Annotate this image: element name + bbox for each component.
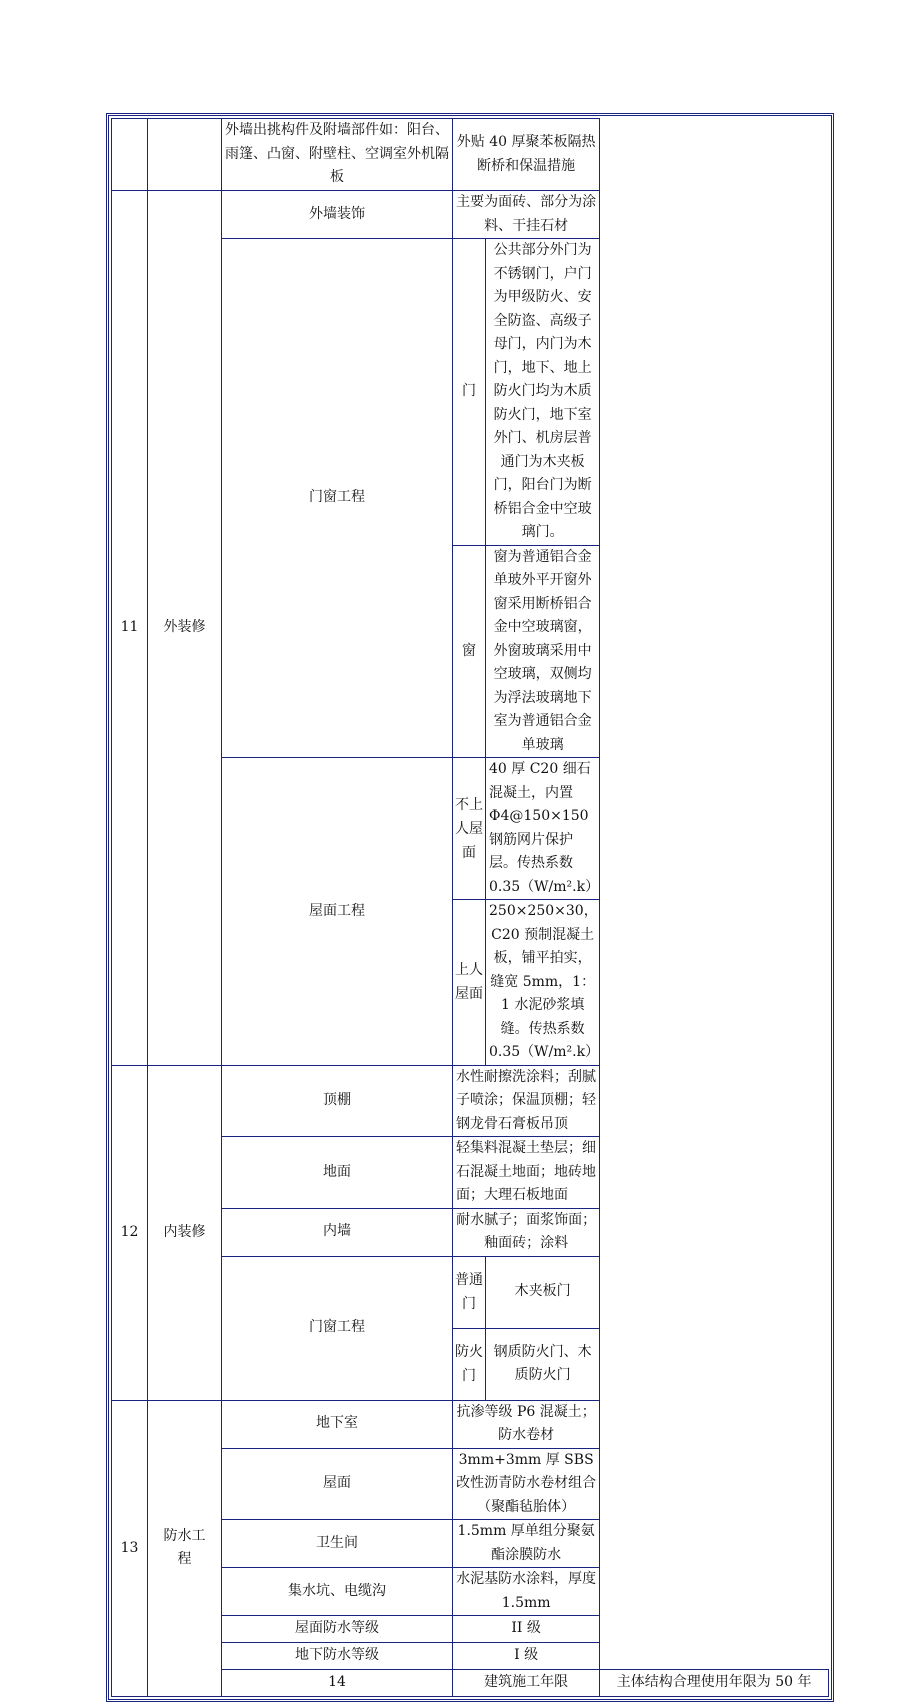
row-number-cell bbox=[112, 119, 148, 191]
item-cell: 门窗工程 bbox=[222, 1256, 453, 1400]
item-cell: 顶棚 bbox=[222, 1065, 453, 1137]
spec-table-frame bbox=[106, 113, 834, 1702]
content-cell: 主体结构合理使用年限为 50 年 bbox=[600, 1670, 829, 1697]
content-cell: 3mm+3mm 厚 SBS 改性沥青防水卷材组合（聚酯毡胎体） bbox=[453, 1448, 600, 1520]
item-cell: 地下室 bbox=[222, 1400, 453, 1448]
content-cell: I 级 bbox=[453, 1643, 600, 1670]
content-cell: 1.5mm 厚单组分聚氨酯涂膜防水 bbox=[453, 1520, 600, 1568]
row-number-cell: 14 bbox=[222, 1670, 453, 1697]
content-cell: 木夹板门 bbox=[486, 1256, 600, 1328]
table-row bbox=[112, 119, 829, 191]
item-cell: 外墙装饰 bbox=[222, 191, 453, 239]
content-cell: 抗渗等级 P6 混凝土；防水卷材 bbox=[453, 1400, 600, 1448]
category-label: 防水工程 bbox=[163, 1527, 206, 1568]
content-cell: 公共部分外门为不锈钢门，户门为甲级防火、安全防盗、高级子母门，内门为木门，地下、地上防火门均为木质防火门，地下室外门、机房层普通门为木夹板门，阳台门为断桥铝合金中空玻璃门。 bbox=[486, 239, 600, 546]
content-cell: 水性耐擦洗涂料；刮腻子喷涂；保温顶棚；轻钢龙骨石膏板吊顶 bbox=[453, 1065, 600, 1137]
item-cell: 卫生间 bbox=[222, 1520, 453, 1568]
item-cell: 门窗工程 bbox=[222, 239, 453, 758]
content-cell: 40 厚 C20 细石混凝土，内置Φ4@150×150 钢筋网片保护层。传热系数 0.35（W/m².k） bbox=[486, 758, 600, 900]
sub-item-cell: 不上人屋面 bbox=[453, 758, 486, 900]
sub-item-cell: 窗 bbox=[453, 545, 486, 758]
category-cell bbox=[148, 1400, 222, 1697]
item-cell: 屋面工程 bbox=[222, 758, 453, 1066]
item-cell: 内墙 bbox=[222, 1208, 453, 1256]
content-cell: 外贴 40 厚聚苯板隔热断桥和保温措施 bbox=[453, 119, 600, 191]
table-row bbox=[112, 1400, 829, 1448]
content-cell: 窗为普通铝合金单玻外平开窗外窗采用断桥铝合金中空玻璃窗，外窗玻璃采用中空玻璃，双侧均为浮法玻璃地下室为普通铝合金单玻璃 bbox=[486, 545, 600, 758]
content-cell: 耐水腻子；面浆饰面；釉面砖；涂料 bbox=[453, 1208, 600, 1256]
item-cell: 集水坑、电缆沟 bbox=[222, 1568, 453, 1616]
row-number-cell: 11 bbox=[112, 191, 148, 1066]
table-row bbox=[112, 1065, 829, 1137]
content-cell: 轻集料混凝土垫层；细石混凝土地面；地砖地面；大理石板地面 bbox=[453, 1137, 600, 1209]
item-cell: 外墙出挑构件及附墙部件如：阳台、雨篷、凸窗、附壁柱、空调室外机隔板 bbox=[222, 119, 453, 191]
category-cell: 内装修 bbox=[148, 1065, 222, 1400]
item-cell: 地下防水等级 bbox=[222, 1643, 453, 1670]
content-cell: 钢质防火门、木质防火门 bbox=[486, 1328, 600, 1400]
item-cell: 建筑施工年限 bbox=[453, 1670, 600, 1697]
category-cell bbox=[148, 119, 222, 191]
content-cell: II 级 bbox=[453, 1616, 600, 1643]
table-row bbox=[112, 191, 829, 239]
item-cell: 地面 bbox=[222, 1137, 453, 1209]
content-cell: 主要为面砖、部分为涂料、干挂石材 bbox=[453, 191, 600, 239]
sub-item-cell: 普通门 bbox=[453, 1256, 486, 1328]
item-cell: 屋面防水等级 bbox=[222, 1616, 453, 1643]
category-cell: 外装修 bbox=[148, 191, 222, 1066]
row-number-cell: 13 bbox=[112, 1400, 148, 1697]
content-cell: 水泥基防水涂料，厚度 1.5mm bbox=[453, 1568, 600, 1616]
content-cell: 250×250×30，C20 预制混凝土板，铺平拍实，缝宽 5mm，1：1 水泥砂浆填缝。传热系数 0.35（W/m².k） bbox=[486, 900, 600, 1066]
building-spec-table bbox=[111, 118, 829, 1697]
sub-item-cell: 防火门 bbox=[453, 1328, 486, 1400]
item-cell: 屋面 bbox=[222, 1448, 453, 1520]
row-number-cell: 12 bbox=[112, 1065, 148, 1400]
sub-item-cell: 门 bbox=[453, 239, 486, 546]
sub-item-cell: 上人屋面 bbox=[453, 900, 486, 1066]
